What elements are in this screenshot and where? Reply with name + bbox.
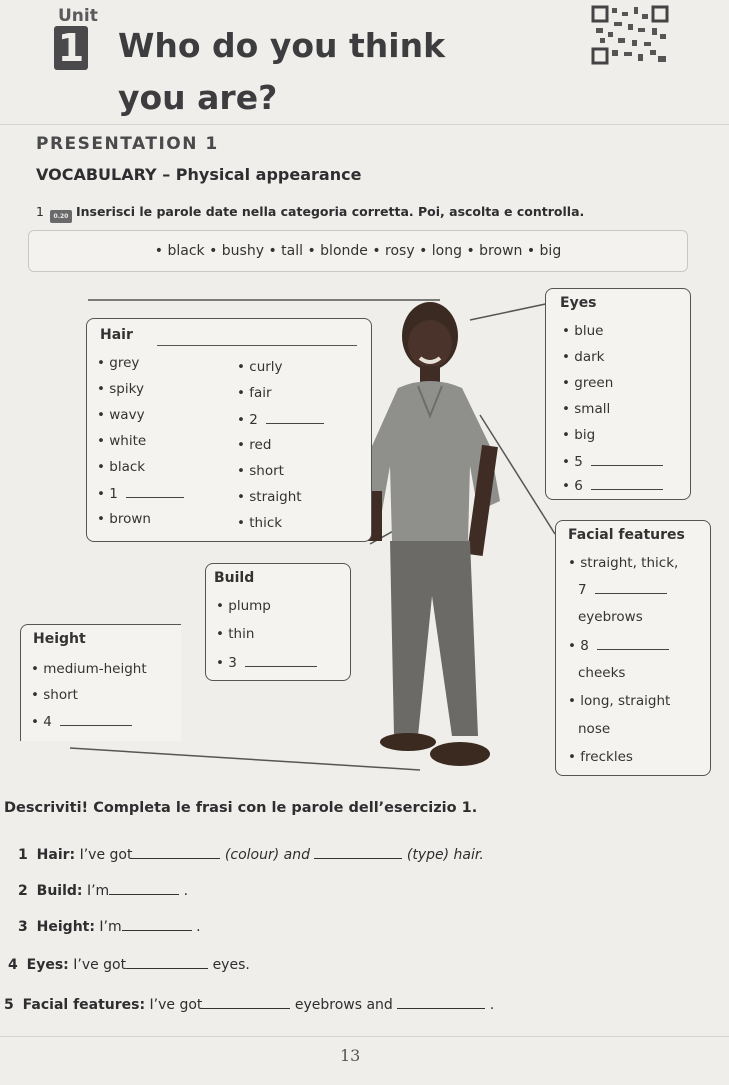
- height-item: • medium-height: [31, 661, 147, 677]
- audio-track-label: 0.20: [53, 213, 69, 220]
- hair-item: • fair: [237, 385, 272, 401]
- facial-item: eyebrows: [578, 609, 643, 625]
- hair-item: • brown: [97, 511, 151, 527]
- hair-item: • red: [237, 437, 272, 453]
- hair-gap-2[interactable]: • 2: [237, 411, 324, 428]
- hair-item: • straight: [237, 489, 302, 505]
- hair-item: • thick: [237, 515, 283, 531]
- answer-blank[interactable]: [126, 956, 208, 969]
- hair-box: [86, 318, 372, 542]
- eyes-gap-5[interactable]: • 5: [562, 453, 663, 470]
- facial-gap-7[interactable]: 7: [578, 581, 667, 598]
- height-box: [20, 624, 181, 741]
- height-gap-4[interactable]: • 4: [31, 713, 132, 730]
- build-gap-3[interactable]: • 3: [216, 654, 317, 671]
- answer-blank[interactable]: [122, 918, 192, 931]
- eyes-box: [545, 288, 691, 500]
- answer-blank[interactable]: [314, 846, 402, 859]
- exercise-2-instruction: Descriviti! Completa le frasi con le parole dell’esercizio 1.: [4, 800, 478, 816]
- answer-blank[interactable]: [132, 846, 220, 859]
- eyes-item: • big: [562, 427, 596, 443]
- hair-title: Hair: [100, 327, 133, 343]
- audio-track-icon[interactable]: [50, 210, 72, 223]
- sentence-5: 5 Facial features: I’ve got eyebrows and .: [4, 997, 495, 1013]
- hair-title-underline: [157, 345, 357, 346]
- build-item: • plump: [216, 598, 271, 614]
- eyes-gap-6[interactable]: • 6: [562, 477, 663, 494]
- man-illustration: [360, 296, 540, 776]
- facial-item: • freckles: [568, 749, 633, 765]
- section-heading: PRESENTATION 1: [36, 134, 219, 154]
- sentence-4: 4 Eyes: I’ve got eyes.: [8, 957, 250, 973]
- hair-item: • grey: [97, 355, 140, 371]
- hair-gap-1[interactable]: • 1: [97, 485, 184, 502]
- height-title: Height: [33, 631, 86, 647]
- title-line-2: you are?: [118, 78, 278, 117]
- answer-blank[interactable]: [202, 996, 290, 1009]
- build-box: [205, 563, 351, 681]
- eyes-item: • small: [562, 401, 611, 417]
- height-item: • short: [31, 687, 78, 703]
- qr-code-icon: [590, 4, 670, 66]
- hair-item: • white: [97, 433, 147, 449]
- hair-item: • spiky: [97, 381, 144, 397]
- divider: [0, 124, 729, 125]
- eyes-item: • blue: [562, 323, 604, 339]
- hair-item: • curly: [237, 359, 283, 375]
- build-title: Build: [214, 570, 255, 586]
- answer-blank[interactable]: [109, 882, 179, 895]
- exercise-1-number: 1: [36, 204, 44, 219]
- page-title: [118, 20, 538, 124]
- page-number: 13: [340, 1046, 361, 1065]
- word-box: • black • bushy • tall • blonde • rosy • long • brown • big: [28, 230, 688, 272]
- unit-number: 1: [54, 26, 88, 70]
- hair-item: • short: [237, 463, 284, 479]
- facial-features-title: Facial features: [568, 527, 685, 543]
- exercise-1-instruction: [36, 204, 584, 223]
- sentence-3: 3 Height: I’m .: [18, 919, 201, 935]
- facial-item: • straight, thick,: [568, 555, 679, 571]
- hair-item: • wavy: [97, 407, 145, 423]
- title-line-1: Who do you think: [118, 26, 446, 65]
- sentence-2: 2 Build: I’m .: [18, 883, 189, 899]
- facial-features-box: [555, 520, 711, 776]
- vocabulary-heading: VOCABULARY – Physical appearance: [36, 165, 362, 184]
- hair-item: • black: [97, 459, 146, 475]
- instruction-text: Inserisci le parole date nella categoria corretta. Poi, ascolta e controlla.: [75, 204, 585, 219]
- facial-item: • long, straight: [568, 693, 671, 709]
- answer-blank[interactable]: [397, 996, 485, 1009]
- facial-item: nose: [578, 721, 611, 737]
- eyes-title: Eyes: [560, 295, 597, 311]
- unit-label: Unit: [58, 6, 98, 26]
- facial-gap-8[interactable]: • 8: [568, 637, 669, 654]
- eyes-item: • green: [562, 375, 614, 391]
- sentence-1: 1 Hair: I’ve got (colour) and (type) hair.: [18, 847, 484, 863]
- footer-divider: [0, 1036, 729, 1037]
- facial-item: cheeks: [578, 665, 626, 681]
- build-item: • thin: [216, 626, 255, 642]
- eyes-item: • dark: [562, 349, 605, 365]
